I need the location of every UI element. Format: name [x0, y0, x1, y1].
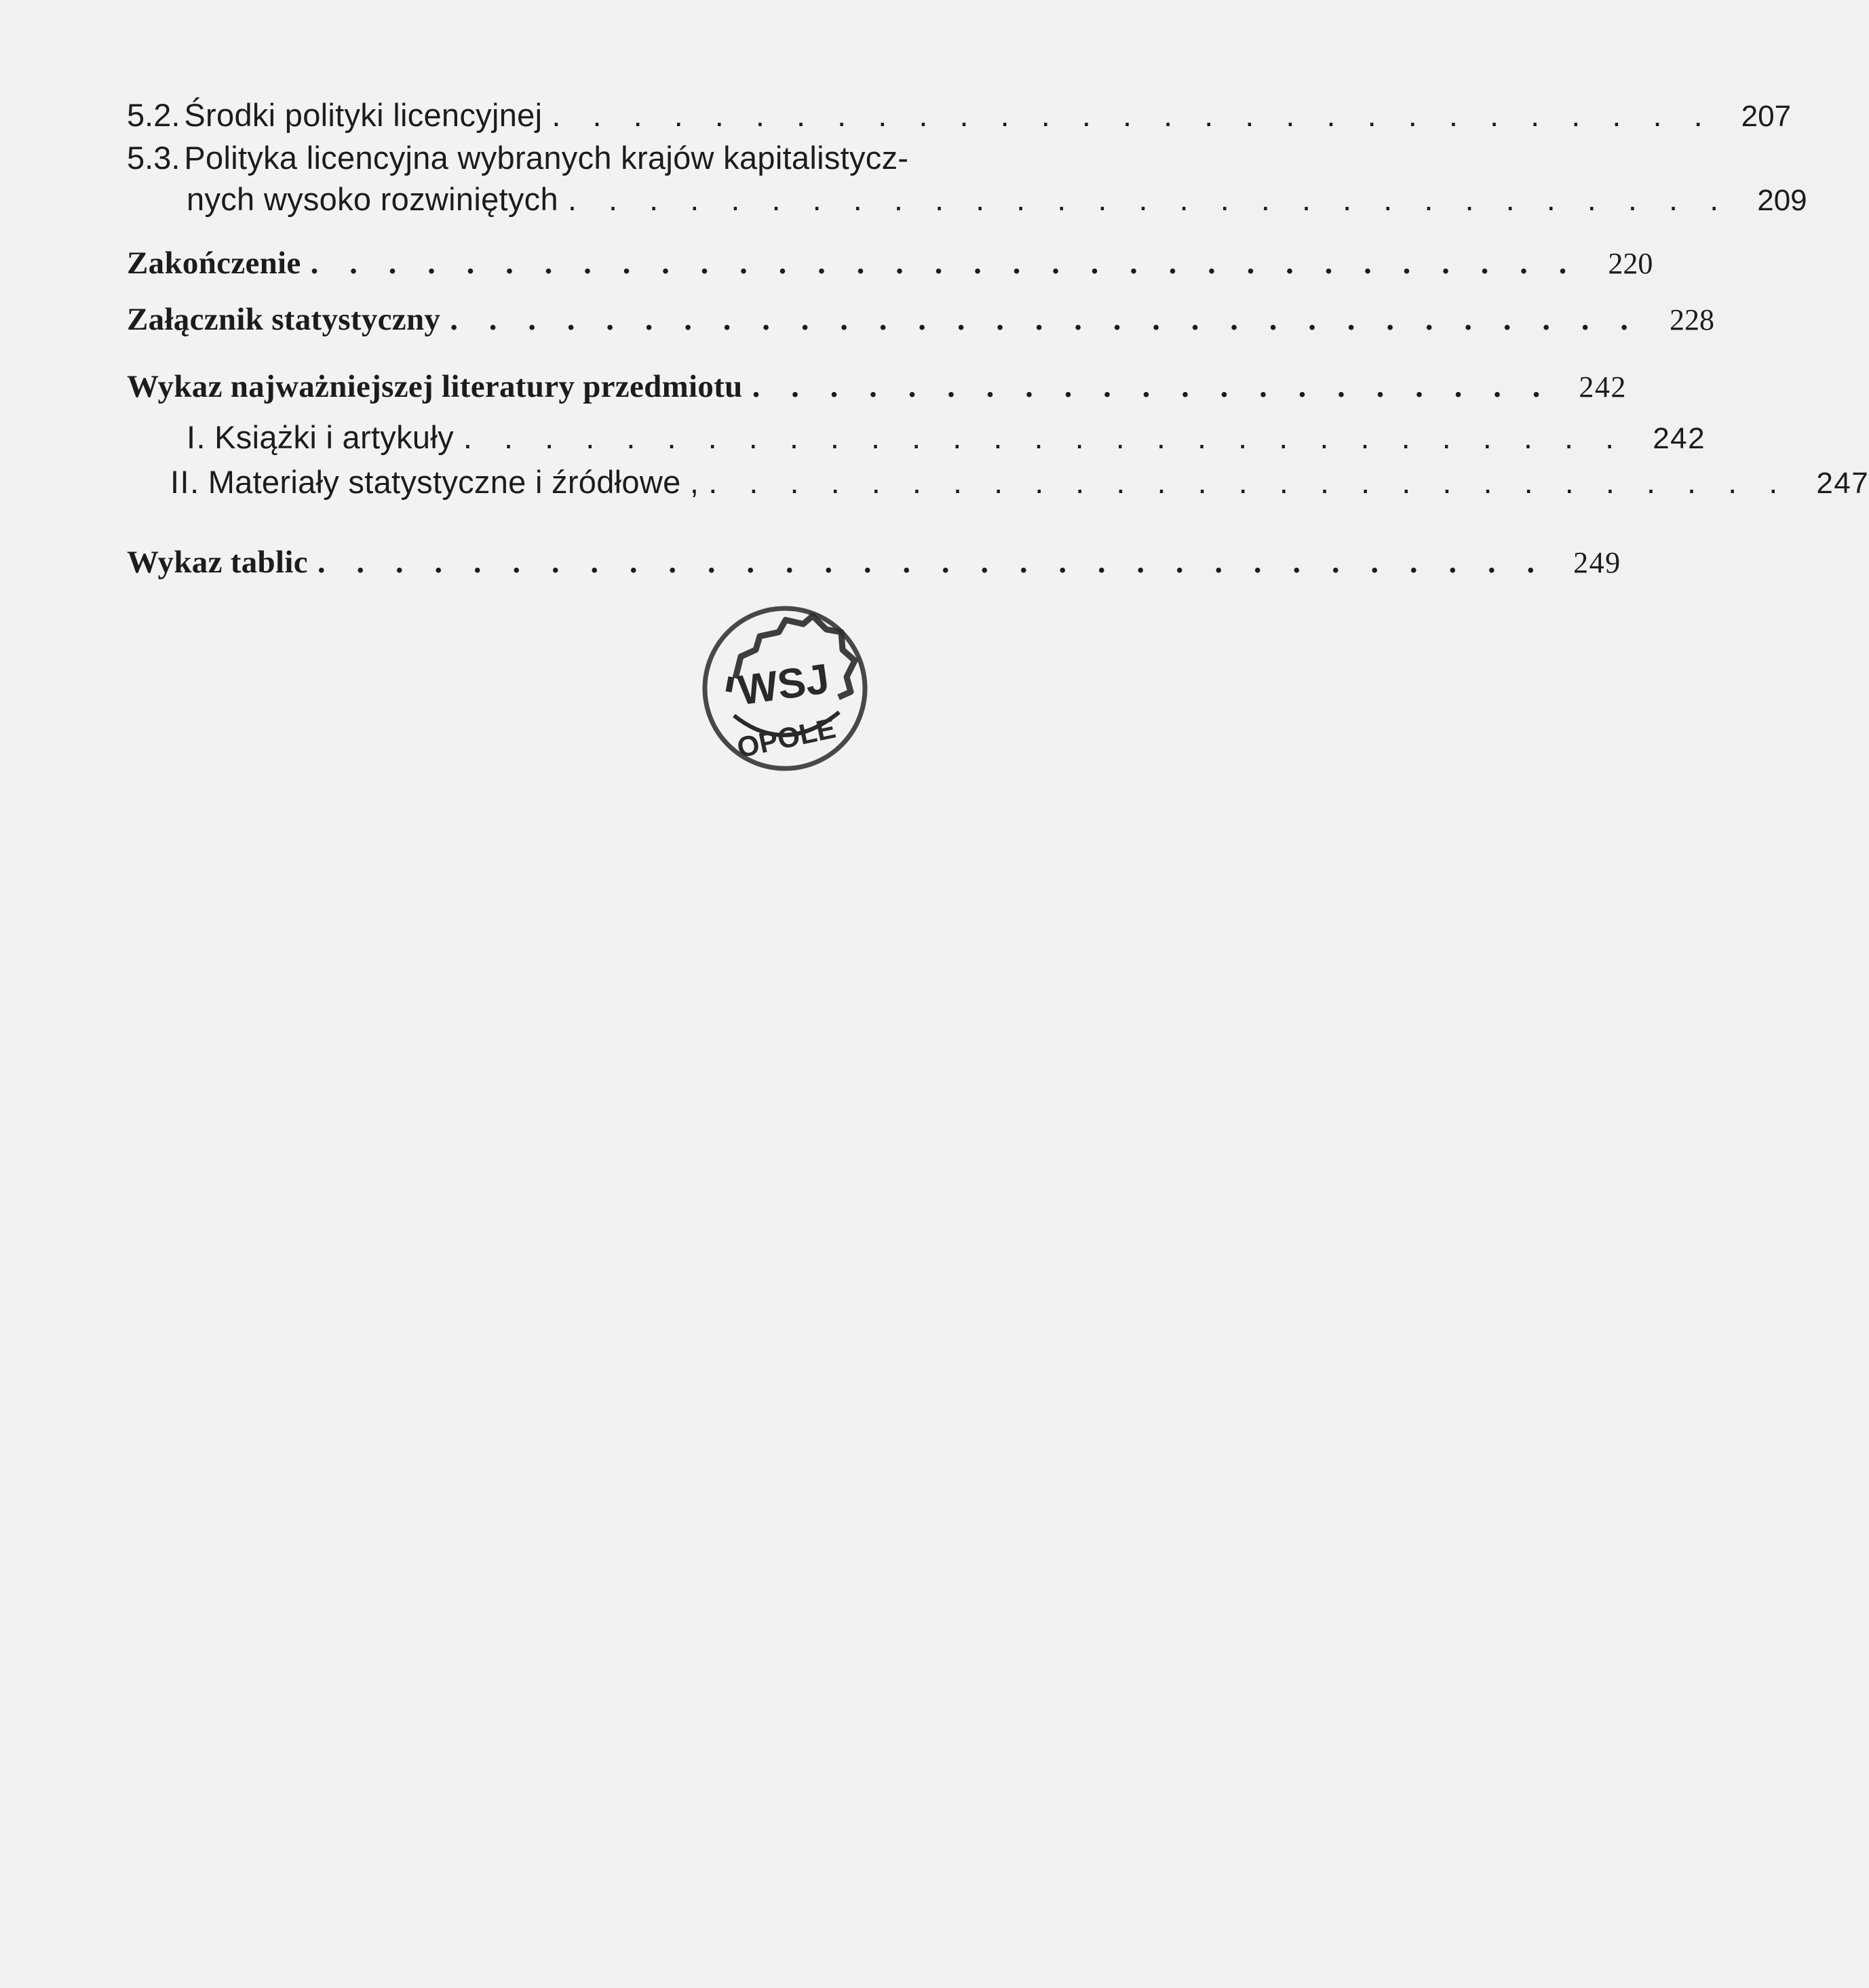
- dot-leader: . . . . . . . . . . . . . . . . . . . . . . . . . . . . . . . .: [317, 545, 1547, 580]
- toc-entry-title: Zakończenie: [127, 246, 301, 281]
- toc-entry-title: Książki i artykuły: [214, 419, 454, 455]
- toc-entry-5-3-continuation: [127, 179, 1807, 221]
- toc-entry-title: Wykaz najważniejszej literatury przedmiotu: [127, 369, 743, 404]
- toc-entry-5-3: [127, 138, 1142, 178]
- toc-page-number: 242: [1579, 370, 1627, 404]
- table-of-contents: [127, 95, 1869, 583]
- toc-page-number: 242: [1653, 422, 1706, 455]
- dot-leader: . . . . . . . . . . . . . . . . . . . . . . . . . . . . .: [552, 97, 1714, 133]
- dot-leader: . . . . . . . . . . . . . . . . . . . . .: [752, 369, 1552, 404]
- toc-page-number: 247: [1816, 467, 1869, 500]
- toc-entry-ksiazki: [127, 417, 1706, 459]
- toc-entry-title: Wykaz tablic: [127, 545, 308, 580]
- toc-page-number: 209: [1757, 184, 1807, 217]
- dot-leader: . . . . . . . . . . . . . . . . . . . . . . . . . . . . . . . . .: [310, 246, 1579, 281]
- stamp-text-top: WSJ: [735, 655, 832, 715]
- toc-entry-number: 5.3.: [127, 140, 180, 176]
- toc-page-number: 207: [1741, 100, 1792, 133]
- toc-entry-title: Załącznik statystyczny: [127, 302, 441, 337]
- library-stamp: [693, 597, 876, 780]
- toc-entry-title-line1: Polityka licencyjna wybranych krajów kapitalistycz-: [184, 140, 909, 176]
- toc-entry-5-2: [127, 95, 1792, 137]
- toc-page-number: 228: [1669, 303, 1714, 336]
- dot-leader: . . . . . . . . . . . . . . . . . . . . . . . . . . . . .: [463, 419, 1626, 455]
- toc-entry-title-line2: nych wysoko rozwiniętych: [187, 181, 558, 217]
- dot-leader: . . . . . . . . . . . . . . . . . . . . . . . . . . .: [708, 464, 1790, 500]
- toc-entry-title: Materiały statystyczne i źródłowe ,: [208, 464, 699, 500]
- toc-entry-zakonczenie: [127, 243, 1653, 284]
- toc-entry-zalacznik: [127, 299, 1714, 340]
- toc-entry-number: I.: [187, 419, 207, 455]
- toc-entry-wykaz-tablic: [127, 542, 1621, 583]
- toc-page-number: 249: [1573, 546, 1621, 579]
- toc-entry-title: Środki polityki licencyjnej: [184, 97, 543, 133]
- dot-leader: . . . . . . . . . . . . . . . . . . . . . . . . . . . . .: [567, 181, 1731, 217]
- toc-entry-number: 5.2.: [127, 97, 180, 133]
- dot-leader: . . . . . . . . . . . . . . . . . . . . . . . . . . . . . . .: [450, 302, 1640, 337]
- toc-page-number: 220: [1608, 247, 1653, 280]
- toc-entry-materialy: [127, 462, 1869, 504]
- toc-entry-wykaz-literatury: [127, 366, 1627, 408]
- toc-entry-number: II.: [170, 464, 200, 500]
- stamp-text-bottom: OPOLE: [734, 712, 839, 764]
